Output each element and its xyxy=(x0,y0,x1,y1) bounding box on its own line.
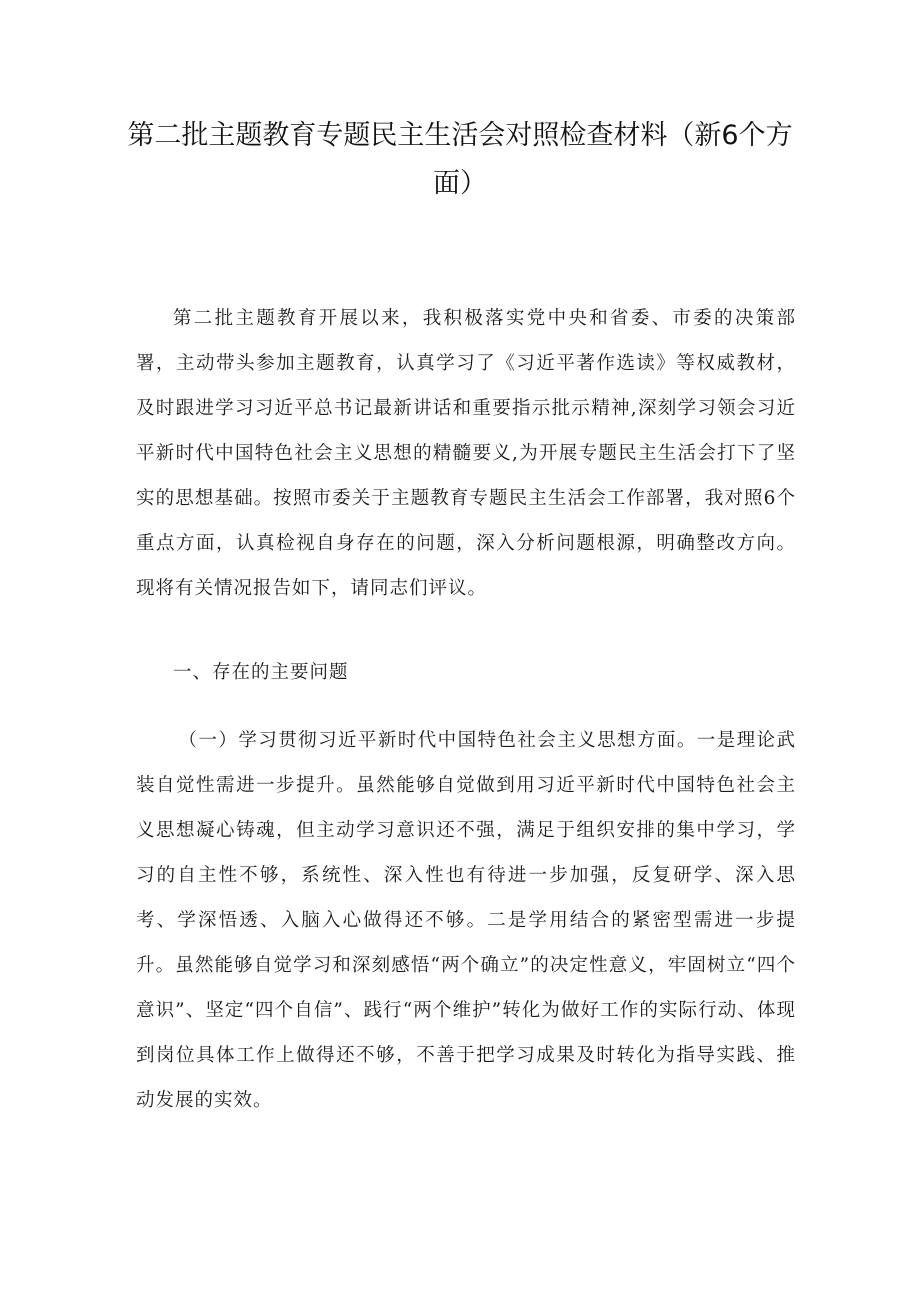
intro-paragraph: 第二批主题教育开展以来，我积极落实党中央和省委、市委的决策部署，主动带头参加主题教育，认真学习了《习近平著作选读》等权威教材，及时跟进学习习近平总书记最新讲话和重要指示批示精神,深刻学习领会习近平新时代中国特色社会主义思想的精髓要义,为开展专题民主生活会打下了坚实的思想基础。按照市委关于主题教育专题民主生活会工作部署，我对照6个重点方面，认真检视自身存在的问题，深入分析问题根源，明确整改方向。现将有关情况报告如下，请同志们评议。 xyxy=(136,308,796,599)
section-heading-main-problems: 一、存在的主要问题 xyxy=(173,662,349,683)
subsection-paragraph-theory-study: （一）学习贯彻习近平新时代中国特色社会主义思想方面。一是理论武装自觉性需进一步提升。虽然能够自觉做到用习近平新时代中国特色社会主义思想凝心铸魂，但主动学习意识还不强，满足于组织安排的集中学习，学习的自主性不够，系统性、深入性也有待进一步加强，反复研学、深入思考、学深悟透、入脑入心做得还不够。二是学用结合的紧密型需进一步提升。虽然能够自觉学习和深刻感悟“两个确立”的决定性意义，牢固树立“四个意识”、坚定“四个自信”、践行“两个维护”转化为做好工作的实际行动、体现到岗位具体工作上做得还不够，不善于把学习成果及时转化为指导实践、推动发展的实效。 xyxy=(136,730,796,1111)
document-title: 第二批主题教育专题民主生活会对照检查材料（新6个方面） xyxy=(127,120,793,199)
